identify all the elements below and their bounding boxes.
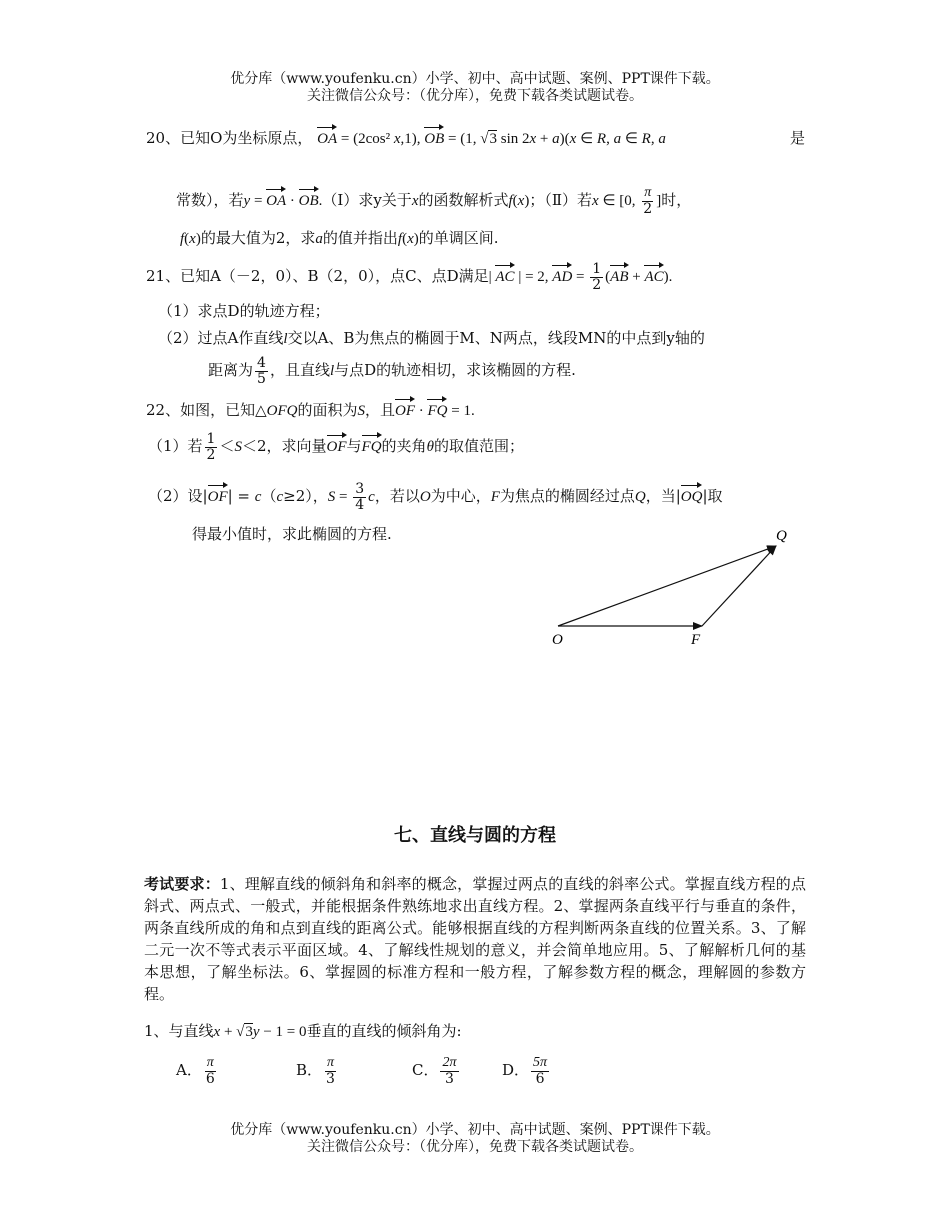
q22-part-1: （1）若 $\frac{1}{2}$ ＜S＜2，求向量OF与FQ的夹角θ的取值范围； xyxy=(148,431,524,463)
exam-requirements xyxy=(144,873,806,1005)
q20-line-3: f(x)的最大值为2，求a的值并指出f(x)的单调区间. xyxy=(180,229,499,247)
footer-line-1: 优分库（www.youfenku.cn）小学、初中、高中试题、案例、PPT课件下载。 xyxy=(230,1122,720,1138)
header-line-2: 关注微信公众号：（优分库），免费下载各类试题试卷。 xyxy=(307,88,643,104)
triangle-ofq-diagram xyxy=(540,520,800,650)
q1-options xyxy=(176,1050,596,1092)
vector-oq xyxy=(558,546,776,626)
footer-line-2: 关注微信公众号：（优分库），免费下载各类试题试卷。 xyxy=(307,1139,643,1155)
q22-line-1: 22、如图，已知△OFQ的面积为S，且OF · FQ = 1. xyxy=(146,400,806,423)
req-text: 1、理解直线的倾斜角和斜率的概念，掌握过两点的直线的斜率公式。掌握直线方程的点斜式、两点式、一般式，并能根据条件熟练地求出直线方程。2、掌握两条直线平行与垂直的条件，两条直线所成的角和点到直线的距离公式。能够根据直线的方程判断两条直线的位置关系。3、了解二元一次不等式表示平面区域。4、了解线性规划的意义，并会简单地应用。5、了解解析几何的基本思想，了解坐标法。6、掌握圆的标准方程和一般方程，了解参数方程的概念，理解圆的参数方程。 xyxy=(144,875,806,1003)
q21-part-2: （2）过点A作直线l交以A、B为焦点的椭圆于M、N两点，线段MN的中点到y轴的 xyxy=(158,329,705,347)
req-label: 考试要求： xyxy=(144,875,220,893)
option-c[interactable]: C． $\frac{2\pi}{3}$ xyxy=(412,1055,457,1087)
q20-line-1: 20、已知O为坐标原点， OA = (2cos² x,1), OB = (1, √3 sin 2x + a)(x ∈ R, a ∈ R, a xyxy=(146,128,806,151)
option-b[interactable]: B． $\frac{\pi}{3}$ xyxy=(296,1055,335,1087)
label-f: F xyxy=(691,632,701,648)
q21-part-2-cont: 距离为 $\frac{4}{5}$ ，且直线l与点D的轨迹相切，求该椭圆的方程. xyxy=(208,355,576,387)
q21-line-1: 21、已知A（－2，0）、B（2，0），点C、点D满足| AC | = 2, AD = $\frac{1}{2}$ (AB + AC). xyxy=(146,261,673,293)
q1-stem: 1、与直线x + √3y − 1 = 0垂直的直线的倾斜角为: xyxy=(144,1022,462,1040)
label-q: Q xyxy=(776,528,787,544)
option-a[interactable]: A． $\frac{\pi}{6}$ xyxy=(176,1055,215,1087)
label-o: O xyxy=(552,632,563,648)
section-title: 七、直线与圆的方程 xyxy=(394,825,556,846)
q22-part-2: （2）设|OF| = c（c≥2），S = $\frac{3}{4}$ c，若以O为中心，F为焦点的椭圆经过点Q，当|OQ|取 xyxy=(148,481,723,513)
q22-part-2-cont: 得最小值时，求此椭圆的方程. xyxy=(192,525,392,543)
q20-line-2: 常数），若y = OA · OB.（Ⅰ）求y关于x的函数解析式f(x)；（Ⅱ）若x ∈ [0, $\frac{\pi}{2}$ ]时， xyxy=(176,185,692,217)
vector-fq xyxy=(702,546,776,626)
q20-shi: 是 xyxy=(790,129,806,147)
option-d[interactable]: D． $\frac{5\pi}{6}$ xyxy=(502,1055,548,1087)
header-line-1: 优分库（www.youfenku.cn）小学、初中、高中试题、案例、PPT课件下载。 xyxy=(230,71,720,87)
q21-part-1: （1）求点D的轨迹方程； xyxy=(158,302,330,320)
